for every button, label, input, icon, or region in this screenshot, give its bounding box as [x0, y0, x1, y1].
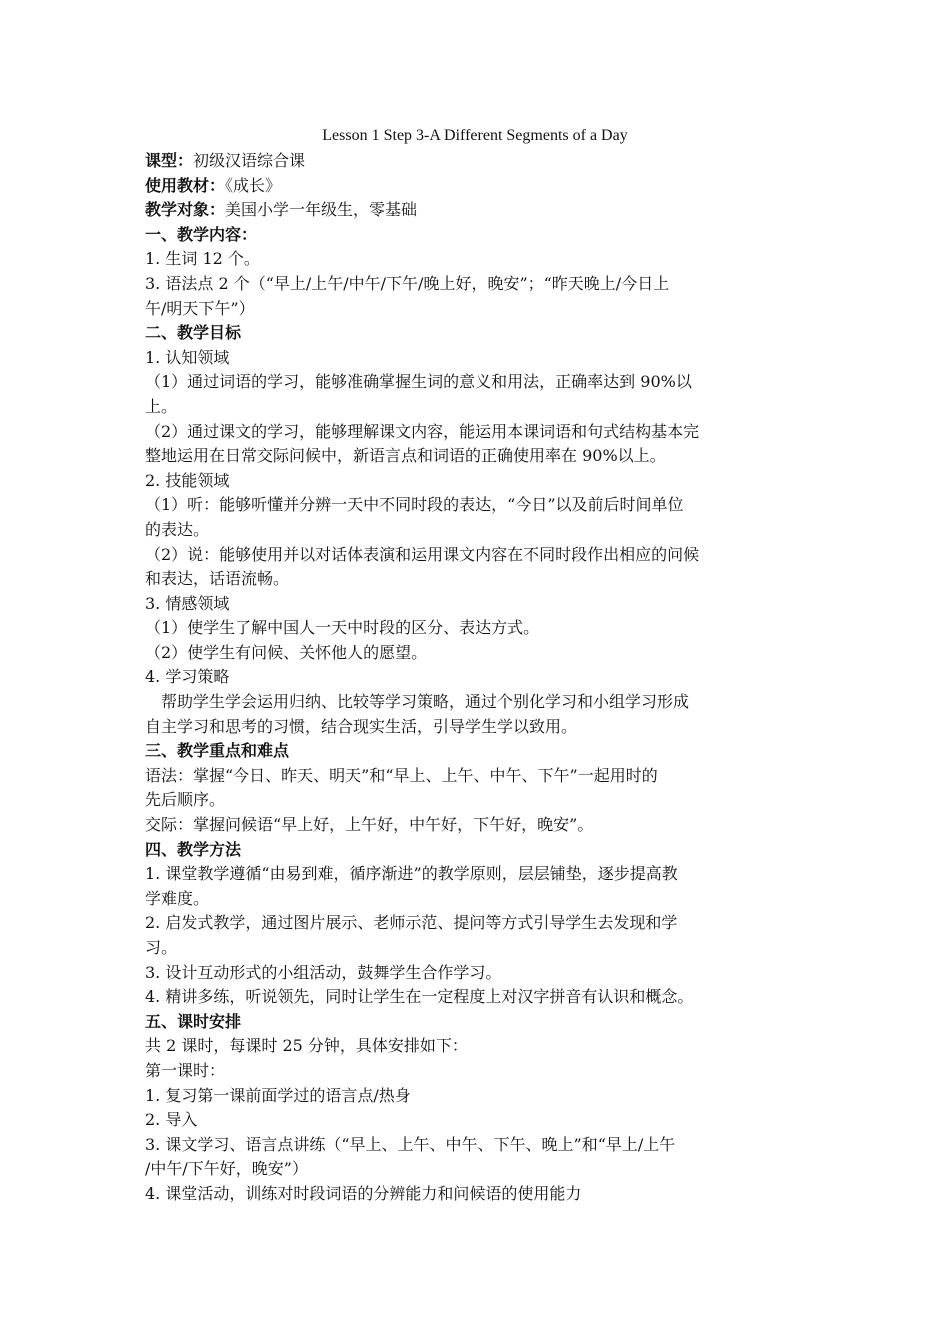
paragraph-line: （1）听：能够听懂并分辨一天中不同时段的表达，“今日”以及前后时间单位 [145, 495, 684, 515]
paragraph-line: 2. 启发式教学，通过图片展示、老师示范、提问等方式引导学生去发现和学 [145, 913, 678, 933]
paragraph-line: 自主学习和思考的习惯，结合现实生活，引导学生学以致用。 [145, 716, 578, 736]
paragraph-line: 4. 课堂活动，训练对时段词语的分辨能力和问候语的使用能力 [145, 1183, 582, 1203]
paragraph-line: 先后顺序。 [145, 790, 226, 810]
paragraph-line: （1）使学生了解中国人一天中时段的区分、表达方式。 [145, 618, 540, 638]
meta-field [145, 174, 809, 199]
paragraph-line: 午/明天下午”） [145, 298, 255, 318]
paragraph-line: 整地运用在日常交际问候中，新语言点和词语的正确使用率在 90%以上。 [145, 446, 666, 466]
section-heading: 四、教学方法 [145, 839, 242, 859]
paragraph-line: 交际：掌握问候语“早上好，上午好，中午好，下午好，晚安”。 [145, 815, 594, 835]
paragraph-line: 第一课时： [145, 1060, 226, 1080]
section-heading: 三、教学重点和难点 [145, 741, 290, 761]
paragraph-line: 语法：掌握“今日、昨天、明天”和“早上、上午、中午、下午”一起用时的 [145, 765, 658, 785]
paragraph-line: （2）通过课文的学习，能够理解课文内容，能运用本课词语和句式结构基本完 [145, 421, 700, 441]
meta-label: 课型： [145, 151, 194, 170]
document-body [145, 149, 809, 1207]
paragraph-line: 4. 学习策略 [145, 667, 230, 687]
paragraph-line: （2）说：能够使用并以对话体表演和运用课文内容在不同时段作出相应的问候 [145, 544, 700, 564]
meta-label: 教学对象： [145, 200, 226, 220]
meta-label: 使用教材： [145, 175, 226, 195]
paragraph-line: 上。 [145, 396, 178, 416]
paragraph-line: 2. 技能领域 [145, 470, 230, 490]
document-title: Lesson 1 Step 3-A Different Segments of a Day [322, 127, 628, 144]
paragraph-line: 和表达，话语流畅。 [145, 569, 290, 589]
paragraph-line: （1）通过词语的学习，能够准确掌握生词的意义和用法，正确率达到 90%以 [145, 372, 692, 392]
meta-value: 美国小学一年级生，零基础 [225, 200, 418, 220]
section-heading: 二、教学目标 [145, 323, 242, 343]
meta-field [145, 198, 809, 223]
meta-value: 初级汉语综合课 [193, 151, 306, 170]
section-heading: 一、教学内容： [145, 224, 258, 244]
paragraph-line: 1. 认知领域 [145, 347, 230, 367]
section-heading: 五、课时安排 [145, 1011, 242, 1031]
paragraph-line: 1. 生词 12 个。 [145, 249, 260, 269]
paragraph-line: 帮助学生学会运用归纳、比较等学习策略，通过个别化学习和小组学习形成 [161, 692, 690, 712]
meta-field [145, 149, 809, 174]
paragraph-line: 2. 导入 [145, 1110, 198, 1130]
paragraph-line: 3. 情感领域 [145, 593, 230, 613]
paragraph-line: 习。 [145, 938, 178, 957]
paragraph-line: 学难度。 [145, 888, 210, 908]
paragraph-line: 3. 课文学习、语言点讲练（“早上、上午、中午、下午、晚上”和“早上/上午 [145, 1134, 676, 1154]
paragraph-line: 1. 课堂教学遵循“由易到难，循序渐进”的教学原则，层层铺垫，逐步提高教 [145, 864, 678, 884]
meta-value: 《成长》 [225, 175, 282, 195]
paragraph-line: 1. 复习第一课前面学过的语言点/热身 [145, 1085, 411, 1105]
paragraph-line: （2）使学生有问候、关怀他人的愿望。 [145, 642, 428, 662]
paragraph-line: 3. 设计互动形式的小组活动，鼓舞学生合作学习。 [145, 962, 502, 982]
paragraph-line: 4. 精讲多练，听说领先，同时让学生在一定程度上对汉字拼音有认识和概念。 [145, 987, 694, 1007]
paragraph-line: /中午/下午好，晚安”） [145, 1159, 308, 1179]
paragraph-line: 共 2 课时，每课时 25 分钟，具体安排如下： [145, 1036, 468, 1056]
paragraph-line: 3. 语法点 2 个（“早上/上午/中午/下午/晚上好，晚安”；“昨天晚上/今日上 [145, 273, 670, 293]
paragraph-line: 的表达。 [145, 519, 210, 539]
